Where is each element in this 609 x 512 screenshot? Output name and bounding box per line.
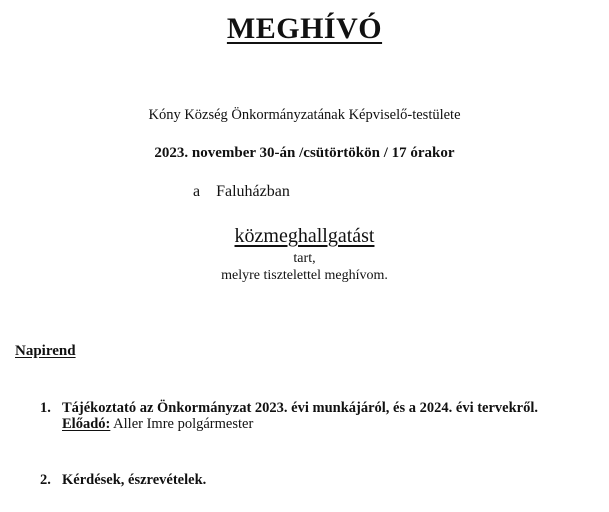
agenda-item-presenter [62,416,253,433]
agenda-item-text: Tájékoztató az Önkormányzat 2023. évi munkájáról, és a 2024. évi tervekről. [62,400,539,416]
closing-line: melyre tisztelettel meghívom. [221,268,388,283]
presenter-label: Előadó: [62,416,111,432]
event-type: közmeghallgatást [234,225,375,247]
agenda-item-text: Kérdések, észrevételek. [62,472,207,488]
presenter-name: Aller Imre polgármester [113,416,254,432]
issuer-line: Kóny Község Önkormányzatának Képviselő-testülete [148,107,461,123]
venue-name: Faluházban [216,183,290,200]
agenda-item-number: 1. [40,400,51,416]
document-title: MEGHÍVÓ [226,12,383,45]
date-time-line: 2023. november 30-án /csütörtökön / 17 órakor [154,145,455,161]
agenda-heading: Napirend [15,343,76,359]
venue-prefix: a [193,183,201,200]
venue-line [193,183,290,201]
event-verb: tart, [293,251,316,266]
agenda-item-number: 2. [40,472,51,488]
